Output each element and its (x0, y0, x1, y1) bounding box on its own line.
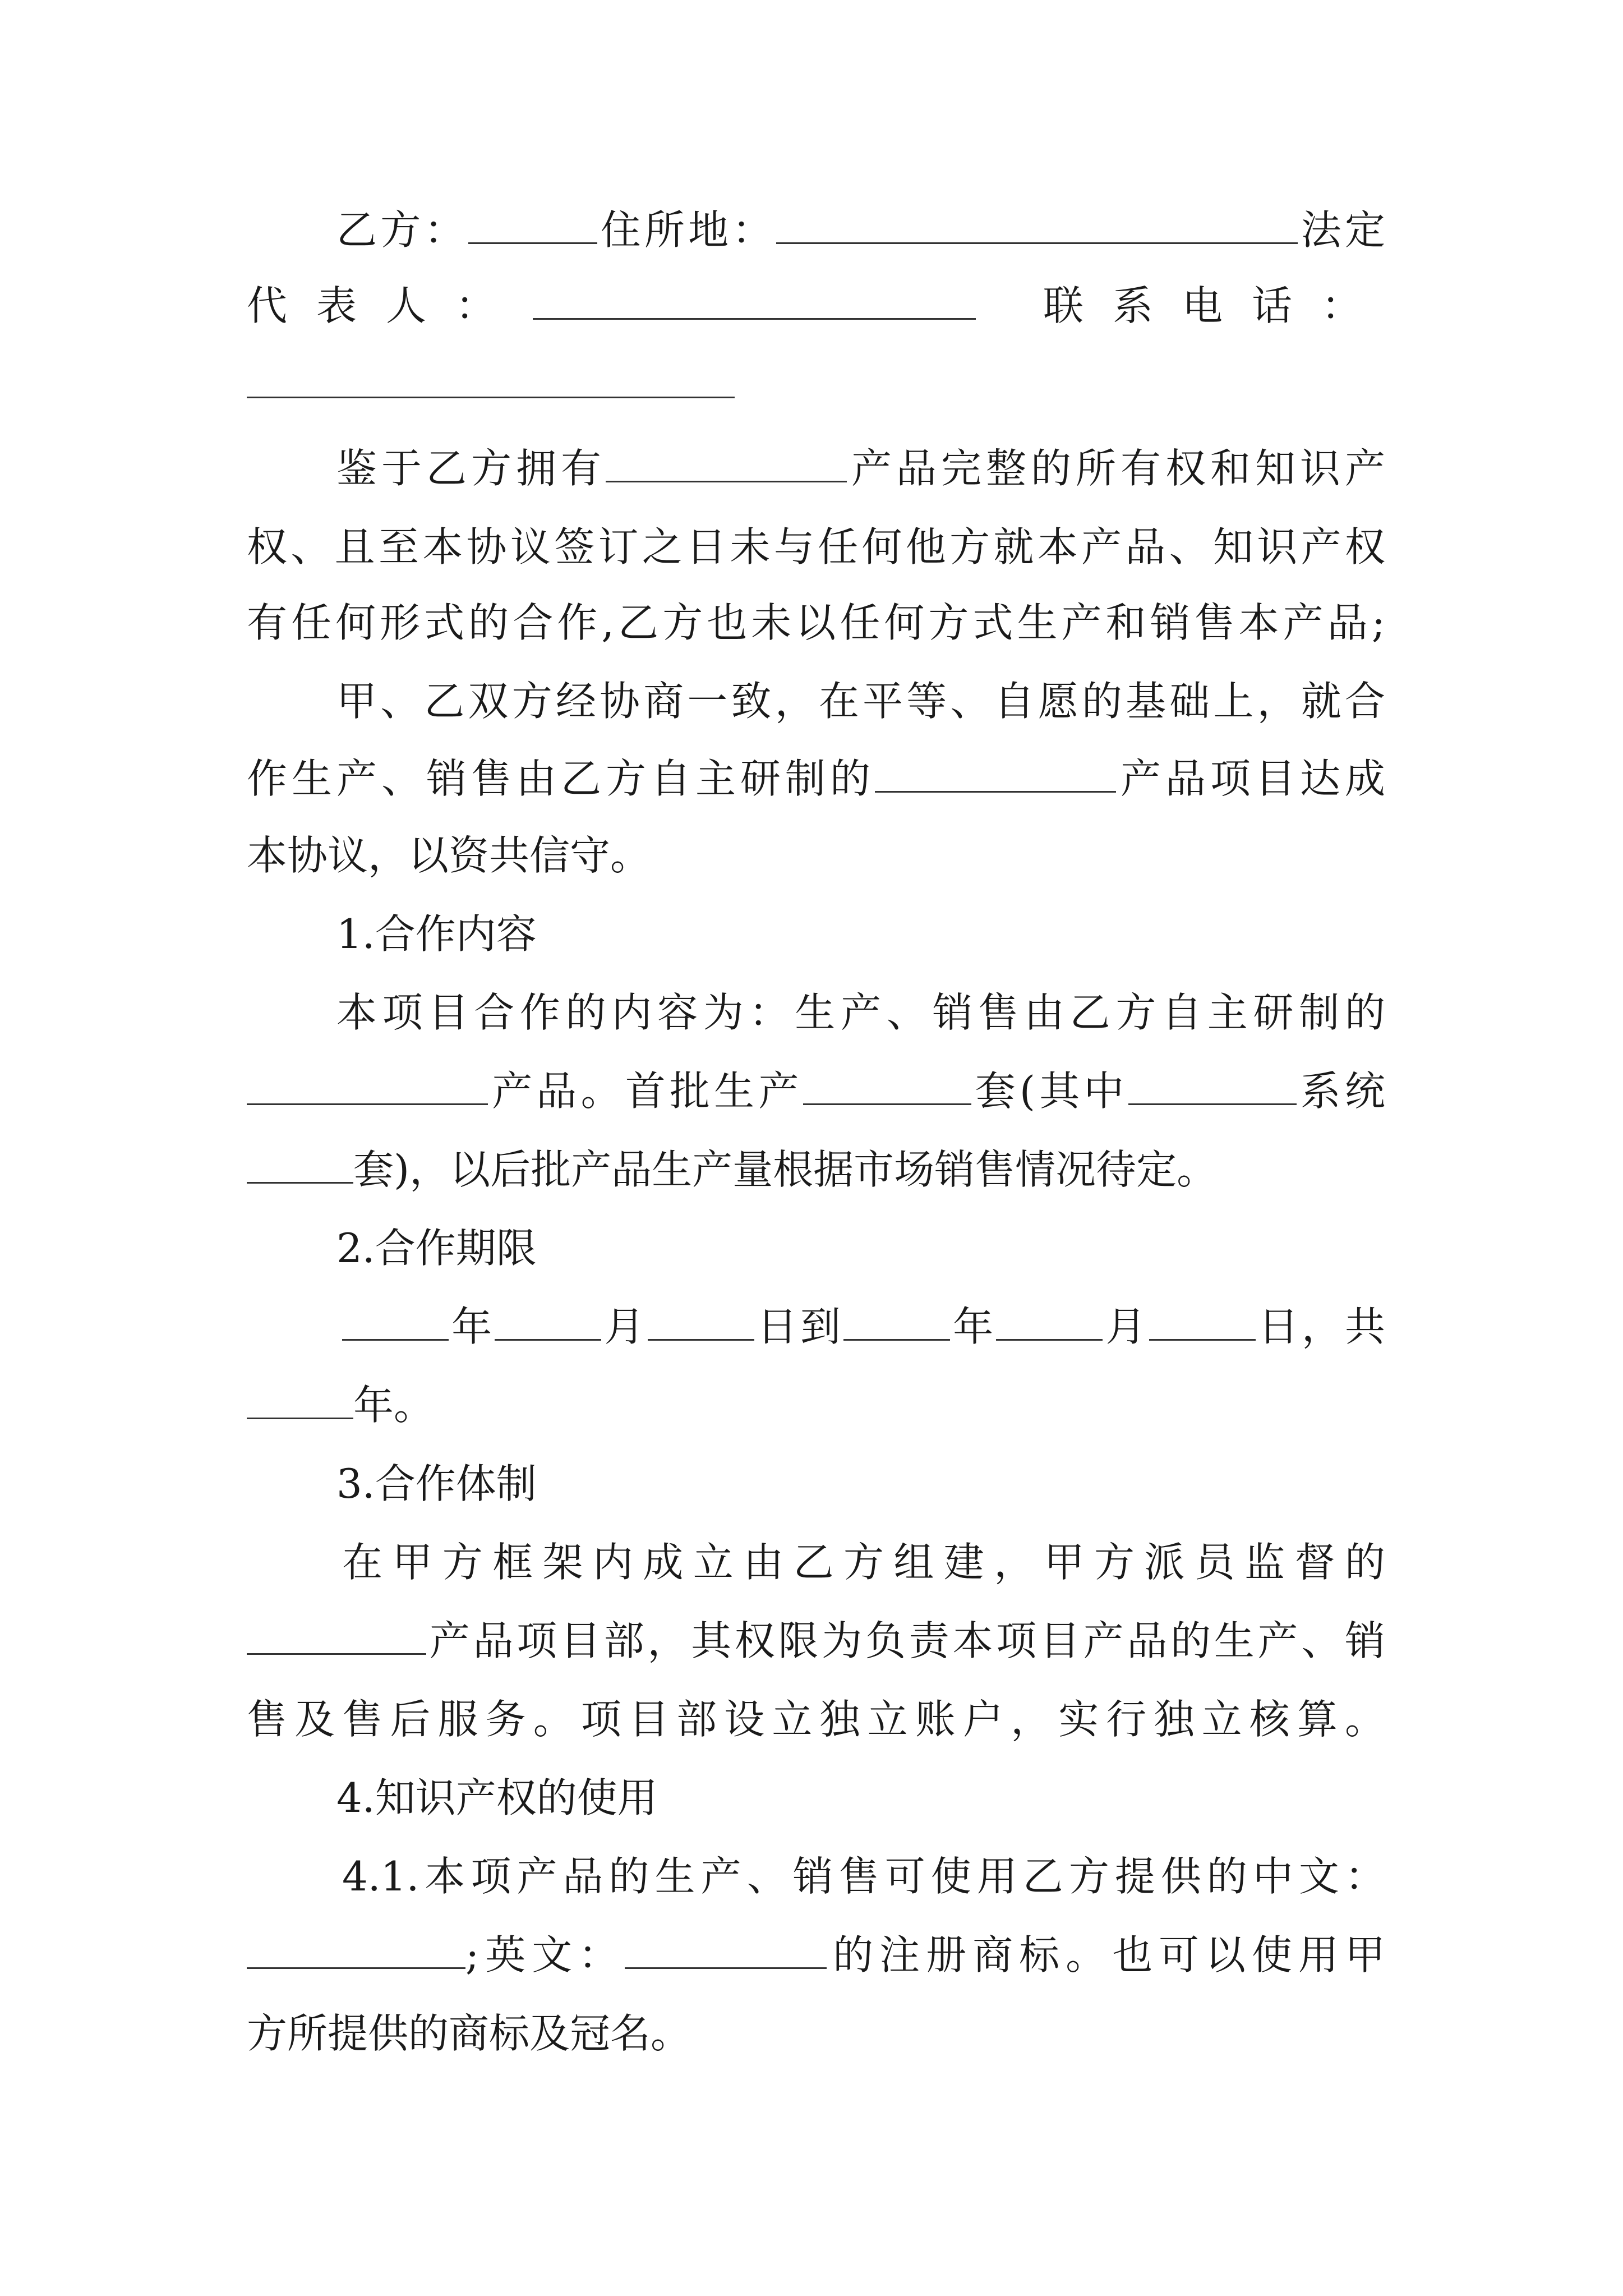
section-2-title: 2.合作期限 (336, 1225, 537, 1272)
representative-line (247, 278, 1391, 334)
party-b-label: 乙方： (336, 206, 468, 254)
section-3-line-3: 售及售后服务。项目部设立独立账户，实行独立核算。 (247, 1696, 1385, 1743)
end-month-label: 月 (1103, 1303, 1149, 1350)
whereas-line-1 (247, 440, 1385, 496)
end-day-label: 日，共 (1255, 1303, 1385, 1350)
section-4-text-b: 的注册商标。也可以使用甲 (827, 1931, 1385, 1978)
phone-label: 联系电话： (1043, 282, 1391, 329)
section-2-date-line (247, 1299, 1385, 1355)
section-3-text-b: 产品项目部，其权限为负责本项目产品的生产、销 (426, 1617, 1385, 1664)
section-3-line-2 (247, 1613, 1385, 1669)
whereas-text-a: 鉴于乙方拥有 (336, 445, 606, 492)
end-year-blank (843, 1302, 950, 1341)
product-blank-2 (875, 754, 1116, 793)
whereas-text-b: 产品完整的所有权和知识产 (847, 445, 1385, 492)
start-day-label: 日到 (754, 1303, 843, 1350)
section-1-text-a: 产品。首批生产 (488, 1068, 803, 1115)
agree-text-a: 作生产、销售由乙方自主研制的 (247, 755, 875, 802)
section-4-line-3: 方所提供的商标及冠名。 (247, 2010, 691, 2057)
agree-line-1: 甲、乙双方经协商一致，在平等、自愿的基础上，就合 (336, 678, 1385, 725)
representative-label: 代表人： (247, 282, 525, 329)
section-3-title: 3.合作体制 (336, 1460, 537, 1507)
section-1-text-d: 套)，以后批产品生产量根据市场销售情况待定。 (353, 1146, 1218, 1193)
section-1-line-3 (247, 1142, 1217, 1198)
section-1-line-2 (247, 1063, 1385, 1119)
section-1-line-1: 本项目合作的内容为：生产、销售由乙方自主研制的 (336, 989, 1385, 1036)
end-year-label: 年 (949, 1303, 997, 1350)
product-blank-1 (606, 444, 847, 482)
whereas-line-2: 权、且至本协议签订之日未与任何他方就本产品、知识产权 (247, 523, 1385, 570)
start-day-blank (648, 1302, 754, 1341)
product-blank-3 (247, 1066, 488, 1105)
start-month-blank (495, 1302, 601, 1341)
system-count-blank (1128, 1066, 1297, 1105)
legal-label: 法定 (1297, 206, 1385, 254)
english-trademark-blank (625, 1930, 827, 1969)
agree-line-2 (247, 751, 1385, 807)
section-1-text-b: 套(其中 (971, 1068, 1128, 1115)
section-2-total-line (247, 1377, 434, 1433)
section-4-text-a: ;英文： (465, 1931, 625, 1978)
address-blank (776, 205, 1298, 244)
start-month-label: 月 (601, 1303, 648, 1350)
party-b-name-blank (468, 205, 597, 244)
set-count-blank (247, 1145, 353, 1184)
phone-blank-line (247, 356, 735, 412)
representative-blank (533, 281, 976, 320)
phone-blank (247, 363, 735, 398)
section-4-line-2 (247, 1927, 1385, 1983)
start-year-label: 年 (449, 1303, 495, 1350)
section-4-title: 4.知识产权的使用 (336, 1774, 658, 1821)
whereas-line-3: 有任何形式的合作,乙方也未以任何方式生产和销售本产品; (247, 599, 1385, 646)
end-day-blank (1149, 1302, 1256, 1341)
agree-line-3: 本协议，以资共信守。 (247, 832, 651, 879)
agree-text-b: 产品项目达成 (1115, 755, 1385, 802)
chinese-trademark-blank (247, 1930, 465, 1969)
section-3-line-1: 在甲方框架内成立由乙方组建，甲方派员监督的 (342, 1539, 1385, 1586)
start-year-blank (342, 1302, 449, 1341)
product-blank-4 (247, 1616, 426, 1655)
total-years-label: 年。 (353, 1382, 435, 1429)
section-4-line-1: 4.1.本项产品的生产、销售可使用乙方提供的中文： (342, 1853, 1385, 1900)
first-batch-blank (803, 1066, 971, 1105)
address-label: 住所地： (597, 206, 776, 254)
party-b-line (247, 202, 1385, 258)
section-1-title: 1.合作内容 (336, 910, 537, 958)
section-1-text-c: 系统 (1296, 1068, 1385, 1115)
end-month-blank (996, 1302, 1103, 1341)
total-years-blank (247, 1381, 353, 1419)
